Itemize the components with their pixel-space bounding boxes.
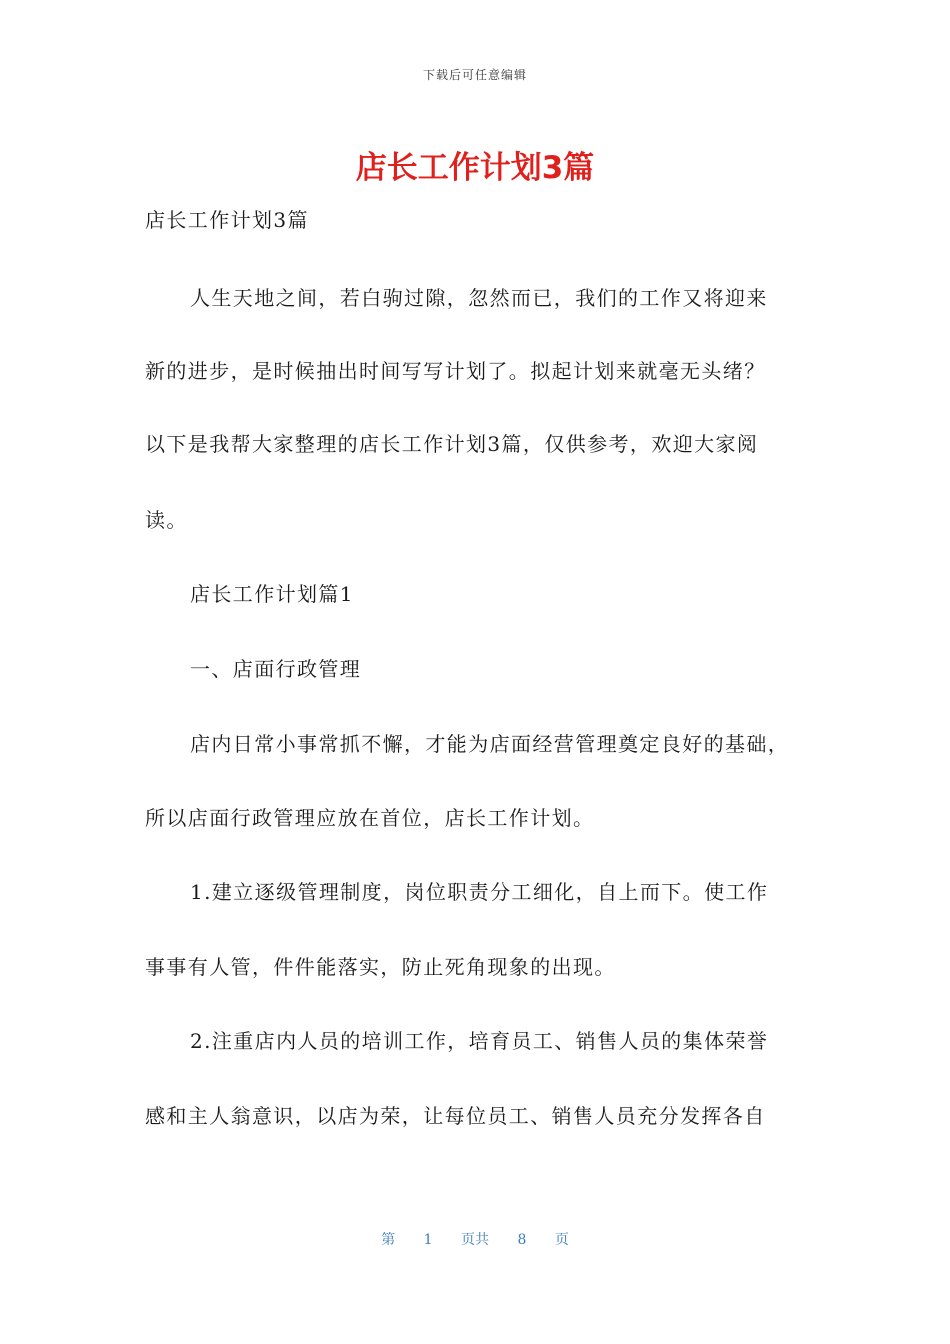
- paragraph-line: 以下是我帮大家整理的店长工作计划3篇，仅供参考，欢迎大家阅: [145, 432, 759, 456]
- header-note: 下载后可任意编辑: [422, 68, 527, 82]
- footer-total-number: 8: [517, 1232, 527, 1248]
- document-title: 店长工作计划3篇: [355, 150, 595, 186]
- paragraph-line: 店内日常小事常抓不懈，才能为店面经营管理奠定良好的基础，: [190, 732, 790, 756]
- paragraph-line: 1.建立逐级管理制度，岗位职责分工细化，自上而下。使工作: [190, 880, 769, 904]
- subtitle-line: 店长工作计划3篇: [145, 208, 309, 232]
- paragraph-line: 新的进步，是时候抽出时间写写计划了。拟起计划来就毫无头绪？: [145, 359, 766, 383]
- footer-total-word: 页共: [461, 1232, 489, 1248]
- paragraph-line: 读。: [145, 508, 188, 532]
- footer-page-end: 页: [554, 1232, 569, 1248]
- section-heading: 一、店面行政管理: [190, 657, 362, 681]
- paragraph-line: 事事有人管，件件能落实，防止死角现象的出现。: [145, 955, 616, 979]
- section-heading: 店长工作计划篇1: [190, 582, 354, 606]
- paragraph-line: 感和主人翁意识，以店为荣，让每位员工、销售人员充分发挥各自: [145, 1104, 766, 1128]
- footer-page-number: 1: [423, 1232, 433, 1248]
- paragraph-line: 人生天地之间，若白驹过隙，忽然而已，我们的工作又将迎来: [190, 286, 768, 310]
- paragraph-line: 2.注重店内人员的培训工作，培育员工、销售人员的集体荣誉: [190, 1029, 769, 1053]
- paragraph-line: 所以店面行政管理应放在首位，店长工作计划。: [145, 806, 595, 830]
- footer-page-word: 第: [381, 1232, 396, 1248]
- page-footer: [0, 1229, 950, 1249]
